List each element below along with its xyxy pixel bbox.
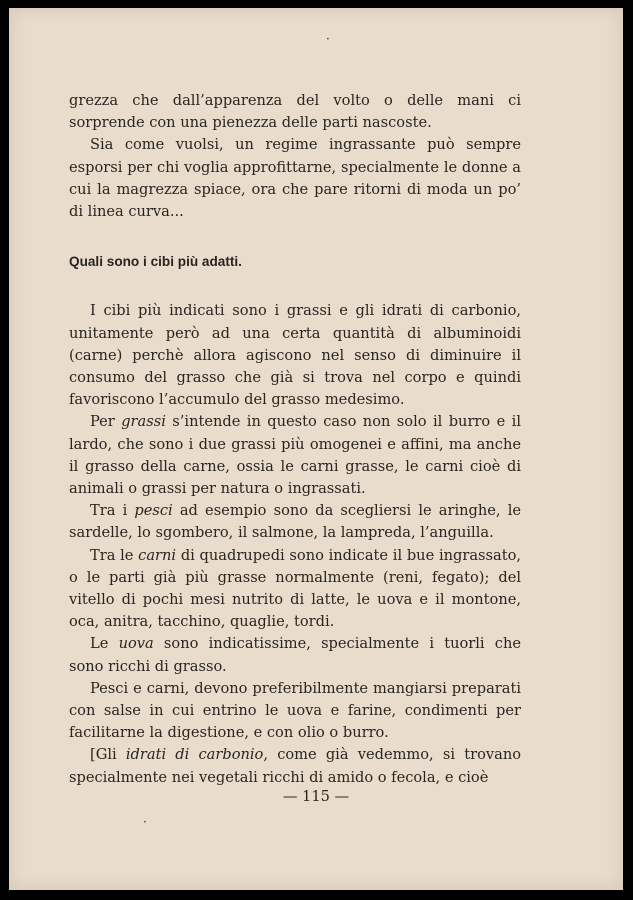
- page-number: — 115 —: [282, 788, 350, 805]
- paragraph: [69, 500, 521, 544]
- paragraph: [69, 744, 521, 788]
- section-heading: Quali sono i cibi più adatti.: [69, 254, 242, 270]
- paragraph: I cibi più indicati sono i grassi e gli idrati di carbonio, unitamente però ad una certa quantità di albuminoidi (carne) perchè allora agiscono nel senso di diminuire il consumo del grasso che già si trova nel corpo e quindi favoriscono l’accumulo del grasso medesimo.: [69, 302, 521, 409]
- text: s’intende in questo caso non solo il burro e il lardo, che sono i due grassi più omogenei e affini, ma anche il grasso della carne, ossia le carni grasse, le carni cioè di animali o grassi per natura o ingrassati.: [69, 413, 521, 498]
- italic-term: grassi: [121, 413, 166, 431]
- paragraph: [69, 545, 521, 634]
- paragraph: [69, 633, 521, 677]
- text: ad esempio sono da scegliersi le aringhe, le sardelle, lo sgombero, il salmone, la lampreda, l’anguilla.: [69, 502, 521, 542]
- text: [Gli: [90, 746, 126, 764]
- text: Tra le: [90, 546, 139, 564]
- italic-term: carni: [138, 546, 177, 564]
- text: Tra i: [90, 502, 135, 520]
- text: Le: [90, 635, 119, 653]
- text: , come già vedemmo, si trovano specialmente nei vegetali ricchi di amido o fecola, e cioè: [69, 746, 522, 786]
- italic-term: idrati di carbonio: [125, 746, 264, 764]
- paragraph: Sia come vuolsi, un regime ingrassante può sempre esporsi per chi voglia approfittarne, specialmente le donne a cui la magrezza spiace, ora che pare ritorni di moda un po’ di linea curva...: [69, 136, 521, 221]
- paragraph: Pesci e carni, devono preferibilmente mangiarsi preparati con salse in cui entrino le uova e farine, condimenti per facilitarne la digestione, e con olio o burro.: [69, 679, 521, 742]
- text: sono indicatissime, specialmente i tuorli che sono ricchi di grasso.: [69, 635, 522, 675]
- book-page: [9, 8, 623, 890]
- print-speck: ·: [143, 815, 147, 829]
- text: di quadrupedi sono indicate il bue ingrassato, o le parti già più grasse normalmente (reni, fegato); del vitello di pochi mesi nutrito di latte, le uova e il montone, oca, anitra, tacchino, quaglie, tordi.: [69, 546, 521, 631]
- italic-term: pesci: [134, 502, 173, 520]
- paragraph-continuation: grezza che dall’apparenza del volto o delle mani ci sorprende con una pienezza delle parti nascoste.: [69, 92, 521, 132]
- text: Per: [90, 413, 122, 431]
- paragraph: [69, 411, 521, 500]
- italic-term: uova: [118, 635, 154, 653]
- print-speck: ·: [326, 32, 330, 46]
- page-text: [69, 90, 521, 789]
